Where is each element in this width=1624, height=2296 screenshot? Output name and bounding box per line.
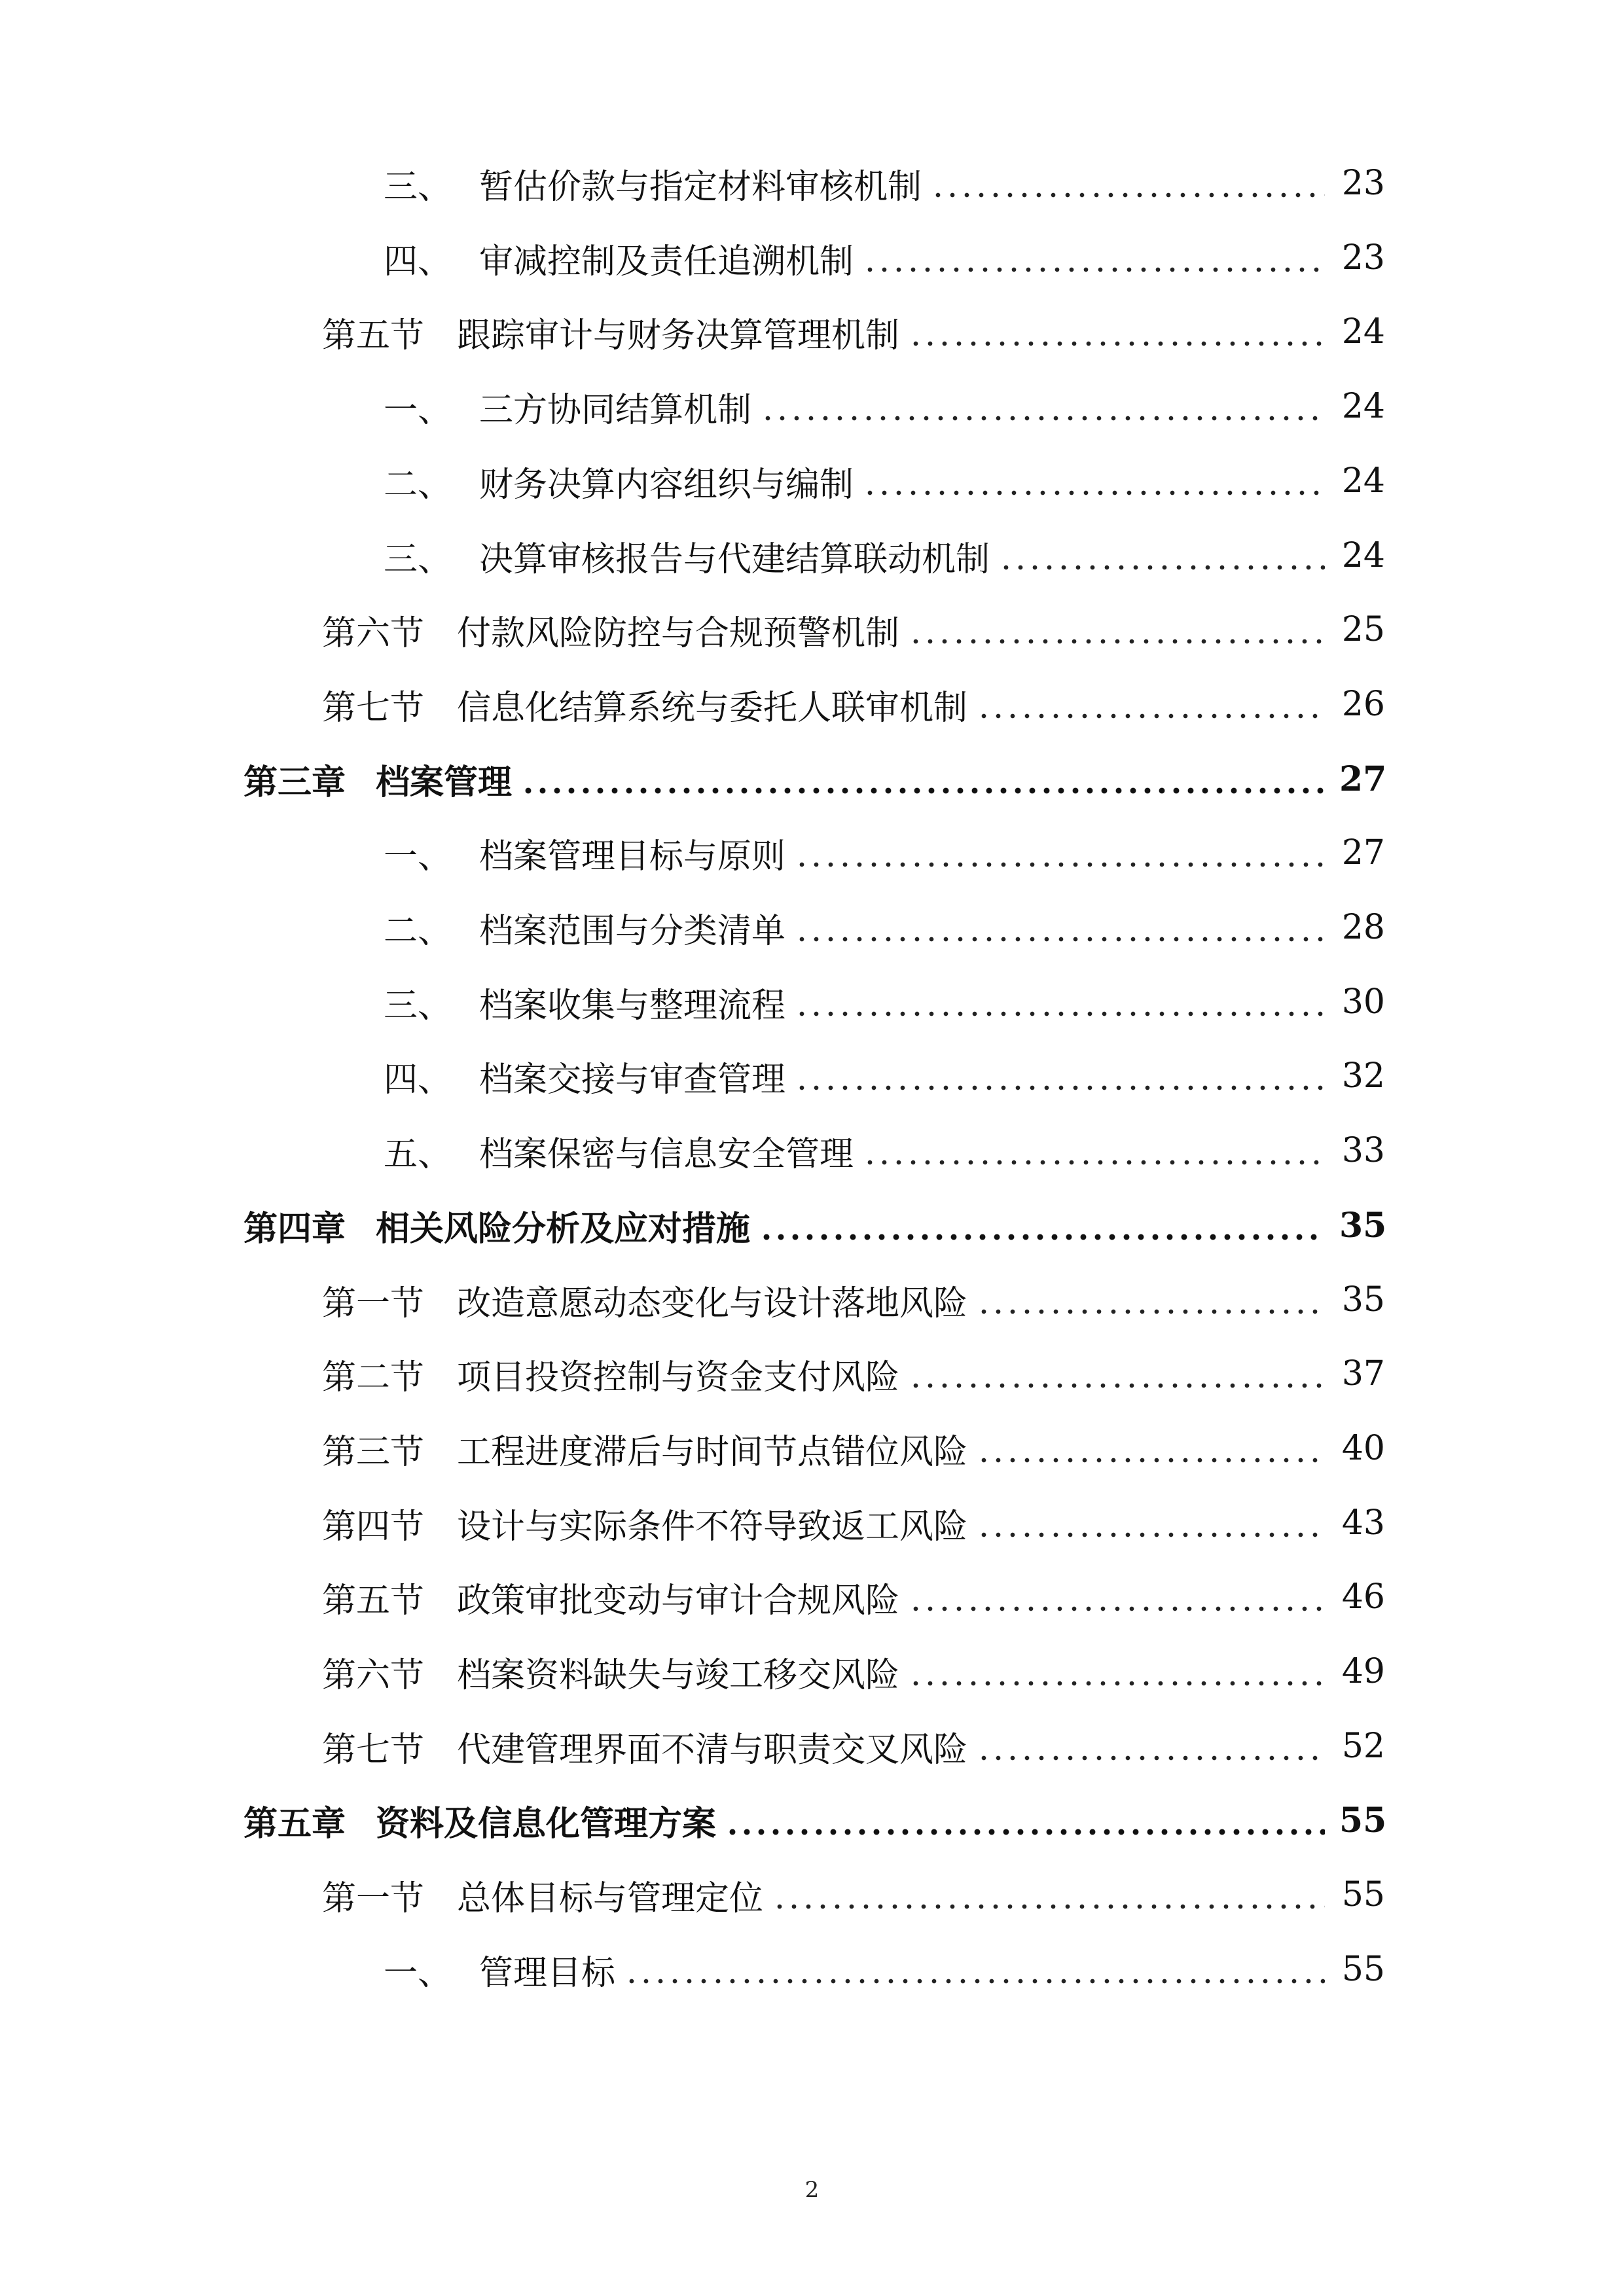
toc-entry-title: 总体目标与管理定位 — [457, 1878, 764, 1918]
toc-entry-title: 档案管理 — [376, 762, 513, 802]
toc-entry-number: 第六节 — [322, 1655, 425, 1695]
toc-entry-label — [384, 531, 990, 581]
dot-leader — [909, 1580, 1325, 1614]
toc-entry-page: 23 — [1341, 238, 1385, 278]
toc-entry-section[interactable] — [322, 1490, 1385, 1556]
toc-entry-title: 档案资料缺失与竣工移交风险 — [457, 1655, 900, 1695]
toc-entry-section[interactable] — [322, 1713, 1385, 1779]
toc-entry-label — [322, 605, 899, 655]
toc-entry-title: 改造意愿动态变化与设计落地风险 — [457, 1283, 968, 1323]
toc-entry-page: 35 — [1341, 1280, 1385, 1319]
toc-entry-number: 第一节 — [322, 1283, 425, 1323]
dot-leader — [624, 1952, 1325, 1986]
toc-entry-title: 项目投资控制与资金支付风险 — [457, 1357, 900, 1397]
toc-entry-chapter[interactable] — [244, 746, 1385, 812]
dot-leader — [977, 1729, 1325, 1763]
dot-leader — [772, 1878, 1325, 1912]
toc-entry-label — [384, 1052, 785, 1101]
toc-entry-page: 24 — [1341, 461, 1385, 501]
toc-entry-number: 第四章 — [244, 1208, 346, 1249]
toc-entry-page: 37 — [1341, 1354, 1385, 1393]
dot-leader — [909, 1655, 1325, 1689]
toc-entry-label — [322, 1722, 967, 1771]
toc-entry-section[interactable] — [322, 1564, 1385, 1630]
toc-entry-section[interactable] — [322, 1341, 1385, 1407]
dot-leader — [863, 241, 1325, 275]
toc-entry-number: 第一节 — [322, 1878, 425, 1918]
toc-entry-item[interactable] — [384, 374, 1385, 439]
toc-entry-label — [384, 1945, 615, 1994]
toc-entry-page: 32 — [1341, 1056, 1385, 1096]
toc-entry-number: 三、 — [384, 167, 452, 207]
toc-entry-page: 55 — [1339, 1800, 1387, 1840]
toc-entry-label — [322, 1424, 967, 1473]
toc-entry-label — [322, 680, 967, 729]
toc-entry-number: 五、 — [384, 1134, 452, 1174]
toc-entry-label — [244, 755, 512, 804]
toc-entry-page: 55 — [1341, 1875, 1385, 1914]
dot-leader — [759, 1208, 1325, 1242]
toc-entry-title: 三方协同结算机制 — [479, 390, 752, 430]
toc-entry-title: 代建管理界面不清与职责交叉风险 — [457, 1730, 968, 1770]
toc-entry-label — [384, 1126, 854, 1175]
toc-entry-number: 一、 — [384, 1953, 452, 1993]
toc-entry-chapter[interactable] — [244, 1193, 1385, 1258]
toc-entry-page: 49 — [1341, 1652, 1385, 1691]
toc-entry-page: 24 — [1341, 312, 1385, 351]
toc-entry-title: 暂估价款与指定材料审核机制 — [479, 167, 922, 207]
toc-entry-number: 第六节 — [322, 613, 425, 653]
toc-entry-page: 40 — [1341, 1429, 1385, 1468]
dot-leader — [795, 985, 1325, 1019]
toc-entry-title: 资料及信息化管理方案 — [376, 1803, 717, 1844]
toc-entry-page: 46 — [1341, 1577, 1385, 1617]
toc-entry-page: 30 — [1341, 982, 1385, 1022]
toc-entry-number: 第四节 — [322, 1507, 425, 1547]
toc-entry-page: 25 — [1341, 610, 1385, 649]
toc-entry-label — [384, 159, 922, 208]
toc-entry-title: 财务决算内容组织与编制 — [479, 465, 854, 505]
toc-entry-title: 档案收集与整理流程 — [479, 986, 786, 1026]
dot-leader — [977, 1506, 1325, 1540]
toc-entry-item[interactable] — [384, 448, 1385, 514]
toc-entry-title: 审减控制及责任追溯机制 — [479, 242, 854, 281]
toc-entry-section[interactable] — [322, 672, 1385, 737]
toc-entry-item[interactable] — [384, 225, 1385, 291]
toc-entry-number: 第七节 — [322, 688, 425, 728]
toc-entry-section[interactable] — [322, 597, 1385, 662]
toc-entry-number: 第二节 — [322, 1357, 425, 1397]
toc-entry-item[interactable] — [384, 1043, 1385, 1109]
toc-entry-label — [322, 1573, 899, 1622]
toc-entry-page: 35 — [1339, 1205, 1387, 1246]
dot-leader — [761, 389, 1325, 423]
dot-leader — [909, 613, 1325, 647]
toc-entry-label — [384, 978, 785, 1027]
toc-entry-title: 档案范围与分类清单 — [479, 911, 786, 951]
dot-leader — [977, 1431, 1325, 1465]
dot-leader — [521, 762, 1325, 796]
dot-leader — [863, 1134, 1325, 1168]
dot-leader — [795, 910, 1325, 944]
toc-entry-title: 档案管理目标与原则 — [479, 836, 786, 876]
toc-entry-item[interactable] — [384, 1118, 1385, 1183]
toc-entry-page: 33 — [1341, 1131, 1385, 1170]
toc-entry-item[interactable] — [384, 1937, 1385, 2002]
toc-entry-title: 决算审核报告与代建结算联动机制 — [479, 539, 990, 579]
toc-entry-title: 信息化结算系统与委托人联审机制 — [457, 688, 968, 728]
dot-leader — [909, 1357, 1325, 1391]
toc-entry-label — [384, 903, 785, 952]
toc-entry-title: 相关风险分析及应对措施 — [376, 1208, 751, 1249]
toc-entry-title: 工程进度滞后与时间节点错位风险 — [457, 1432, 968, 1472]
toc-entry-title: 设计与实际条件不符导致返工风险 — [457, 1507, 968, 1547]
toc-entry-section[interactable] — [322, 1267, 1385, 1333]
toc-entry-label — [384, 382, 751, 431]
toc-entry-page: 55 — [1341, 1950, 1385, 1989]
dot-leader — [725, 1803, 1325, 1837]
toc-entry-label — [244, 1201, 750, 1250]
toc-entry-section[interactable] — [322, 299, 1385, 365]
toc-entry-number: 第三节 — [322, 1432, 425, 1472]
dot-leader — [977, 687, 1325, 721]
toc-entry-label — [384, 234, 854, 283]
toc-entry-number: 一、 — [384, 390, 452, 430]
toc-entry-number: 二、 — [384, 465, 452, 505]
toc-entry-label — [322, 308, 899, 357]
dot-leader — [863, 464, 1325, 498]
toc-entry-page: 52 — [1341, 1727, 1385, 1766]
toc-entry-page: 24 — [1341, 387, 1385, 426]
dot-leader — [909, 315, 1325, 349]
toc-entry-page: 27 — [1341, 833, 1385, 872]
toc-entry-label — [244, 1796, 716, 1845]
toc-entry-title: 政策审批变动与审计合规风险 — [457, 1581, 900, 1621]
toc-entry-label — [322, 1871, 763, 1920]
dot-leader — [795, 836, 1325, 870]
toc-entry-label — [322, 1647, 899, 1696]
toc-entry-title: 跟踪审计与财务决算管理机制 — [457, 315, 900, 355]
toc-entry-number: 第三章 — [244, 762, 346, 802]
toc-entry-page: 24 — [1341, 536, 1385, 575]
toc-entry-section[interactable] — [322, 1416, 1385, 1481]
toc-entry-number: 第五章 — [244, 1803, 346, 1844]
toc-entry-title: 付款风险防控与合规预警机制 — [457, 613, 900, 653]
toc-entry-page: 23 — [1341, 164, 1385, 203]
toc-entry-label — [384, 457, 854, 506]
toc-entry-item[interactable] — [384, 820, 1385, 886]
toc-entry-item[interactable] — [384, 151, 1385, 216]
dot-leader — [999, 539, 1325, 573]
toc-entry-number: 三、 — [384, 539, 452, 579]
toc-entry-number: 第五节 — [322, 1581, 425, 1621]
toc-entry-label — [322, 1276, 967, 1325]
toc-entry-number: 四、 — [384, 242, 452, 281]
toc-entry-item[interactable] — [384, 895, 1385, 960]
toc-entry-chapter[interactable] — [244, 1787, 1385, 1853]
toc-entry-number: 第七节 — [322, 1730, 425, 1770]
toc-entry-item[interactable] — [384, 523, 1385, 588]
toc-entry-title: 管理目标 — [479, 1953, 616, 1993]
page-number: 2 — [804, 2177, 820, 2203]
toc-entry-label — [384, 829, 785, 878]
toc-entry-page: 28 — [1341, 908, 1385, 947]
toc-entry-number: 二、 — [384, 911, 452, 951]
toc-entry-page: 26 — [1341, 685, 1385, 724]
toc-entry-label — [322, 1499, 967, 1548]
toc-entry-section[interactable] — [322, 1862, 1385, 1928]
toc-entry-label — [322, 1350, 899, 1399]
toc-entry-item[interactable] — [384, 969, 1385, 1035]
toc-entry-title: 档案保密与信息安全管理 — [479, 1134, 854, 1174]
toc-entry-number: 第五节 — [322, 315, 425, 355]
dot-leader — [795, 1059, 1325, 1093]
toc-entry-page: 27 — [1339, 759, 1387, 799]
toc-entry-title: 档案交接与审查管理 — [479, 1060, 786, 1100]
dot-leader — [931, 166, 1325, 200]
toc-entry-page: 43 — [1341, 1503, 1385, 1543]
toc-entry-number: 四、 — [384, 1060, 452, 1100]
toc-entry-number: 一、 — [384, 836, 452, 876]
toc-entry-number: 三、 — [384, 986, 452, 1026]
toc-entry-section[interactable] — [322, 1639, 1385, 1704]
dot-leader — [977, 1283, 1325, 1317]
